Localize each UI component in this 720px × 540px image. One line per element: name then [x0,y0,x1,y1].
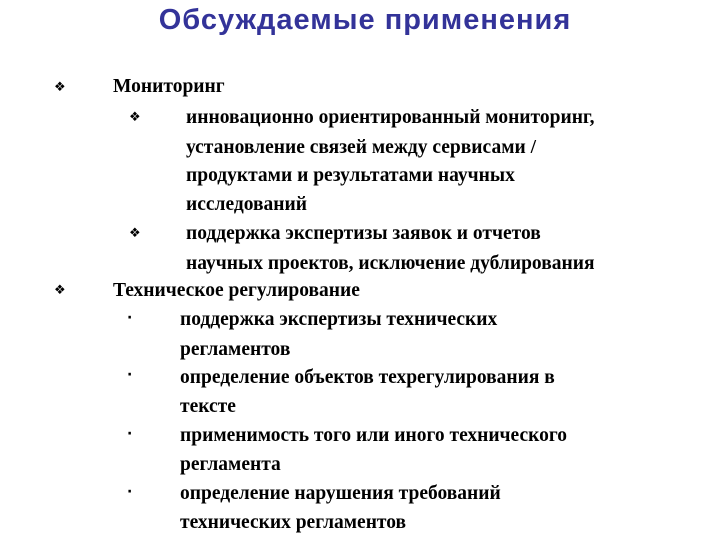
list-item-line: регламента [180,454,281,475]
diamond-bullet-icon: ❖ [129,110,141,125]
dot-bullet-icon: · [127,367,133,383]
list-item-line: технических регламентов [180,512,407,533]
diamond-bullet-icon: ❖ [129,226,141,241]
list-item-line: применимость того или иного технического [180,425,567,446]
section-heading-regulation: Техническое регулирование [113,280,360,301]
section-heading-monitoring: Мониторинг [113,76,225,97]
list-item-line: продуктами и результатами научных [186,165,515,186]
list-item-line: установление связей между сервисами / [186,137,537,158]
diamond-bullet-icon: ❖ [54,283,66,298]
list-item-line: инновационно ориентированный мониторинг, [186,107,595,128]
list-item-line: определение нарушения требований [180,483,501,504]
list-item-line: исследований [186,194,307,215]
list-item-line: тексте [180,396,236,417]
diamond-bullet-icon: ❖ [54,80,66,95]
dot-bullet-icon: · [127,426,133,442]
dot-bullet-icon: · [127,310,133,326]
list-item-line: регламентов [180,339,291,360]
list-item-line: научных проектов, исключение дублирования [186,253,595,274]
list-item-line: поддержка экспертизы заявок и отчетов [186,223,541,244]
slide-title: Обсуждаемые применения [158,4,572,36]
list-item-line: определение объектов техрегулирования в [180,367,555,388]
list-item-line: поддержка экспертизы технических [180,309,498,330]
dot-bullet-icon: · [127,484,133,500]
